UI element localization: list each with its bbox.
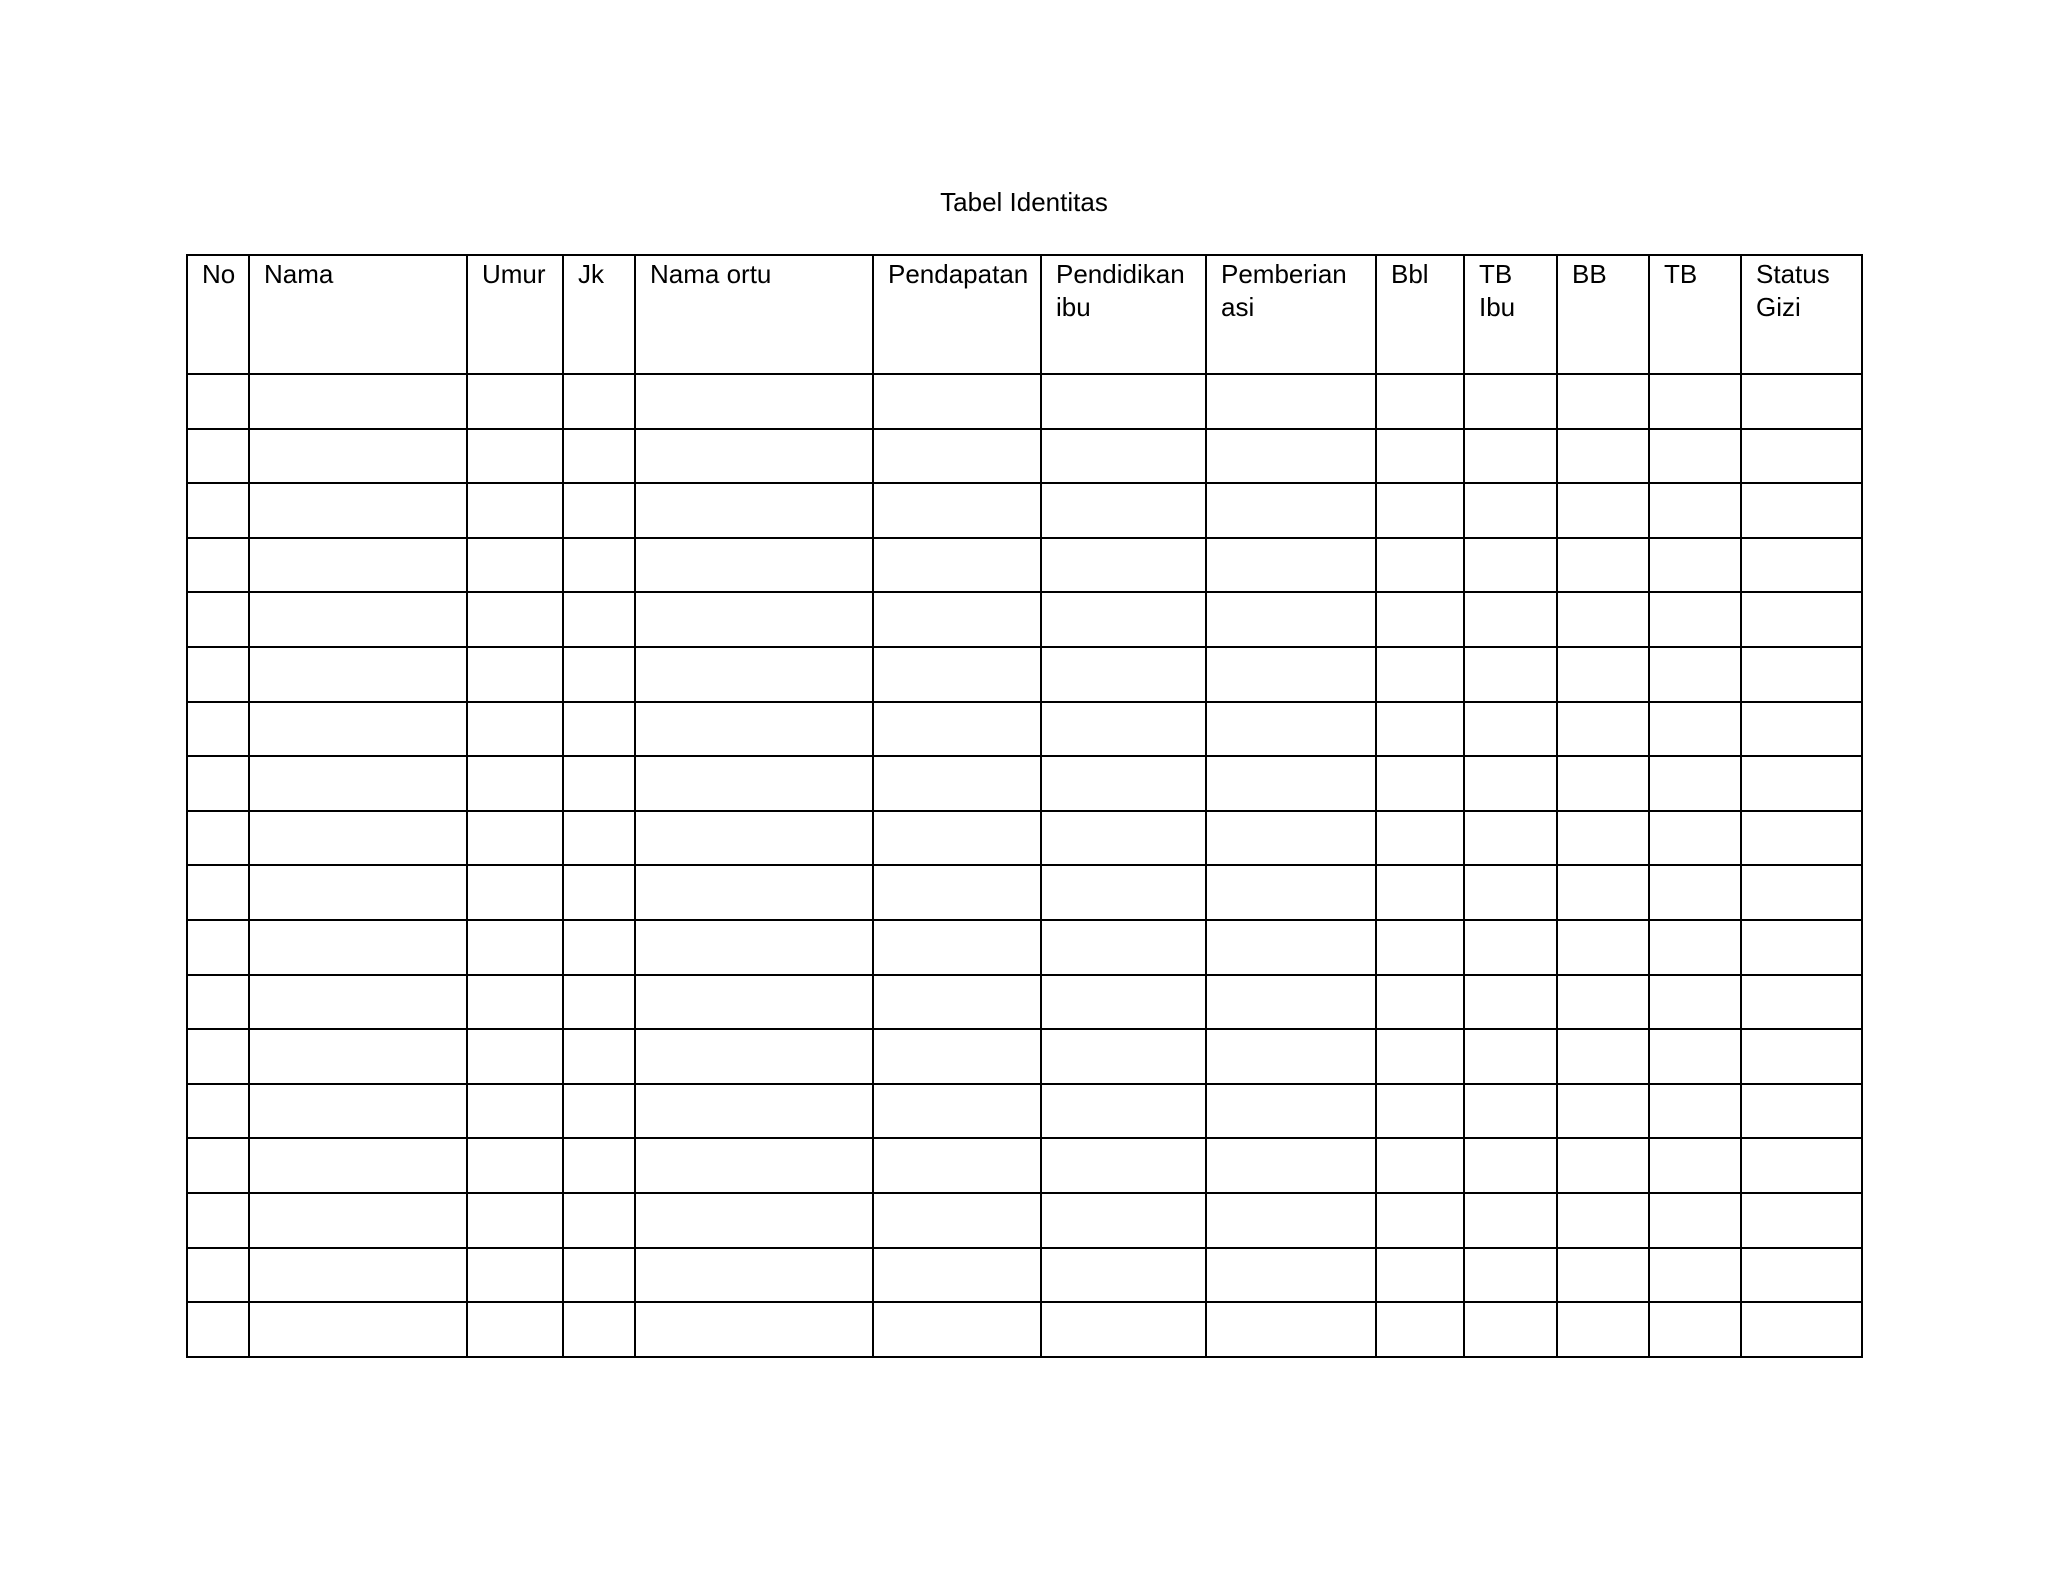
table-cell-nama-ortu	[635, 1084, 873, 1139]
table-cell-status-gizi	[1741, 811, 1862, 866]
table-cell-status-gizi	[1741, 975, 1862, 1030]
table-cell-nama	[249, 592, 467, 647]
table-cell-pendapatan	[873, 483, 1041, 538]
table-cell-pemberian-asi	[1206, 1029, 1376, 1084]
table-cell-pemberian-asi	[1206, 756, 1376, 811]
table-cell-umur	[467, 920, 563, 975]
table-cell-tb-ibu	[1464, 702, 1557, 757]
table-cell-no	[187, 483, 249, 538]
table-cell-nama	[249, 429, 467, 484]
table-cell-umur	[467, 811, 563, 866]
table-cell-pemberian-asi	[1206, 374, 1376, 429]
table-cell-nama-ortu	[635, 592, 873, 647]
table-cell-pendidikan-ibu	[1041, 756, 1206, 811]
table-cell-nama	[249, 374, 467, 429]
table-cell-status-gizi	[1741, 429, 1862, 484]
column-header-no: No	[187, 255, 249, 374]
table-cell-jk	[563, 1248, 635, 1303]
table-cell-nama	[249, 756, 467, 811]
table-cell-no	[187, 702, 249, 757]
table-cell-no	[187, 975, 249, 1030]
table-cell-status-gizi	[1741, 702, 1862, 757]
table-cell-jk	[563, 538, 635, 593]
table-cell-pendidikan-ibu	[1041, 1302, 1206, 1357]
table-cell-pendidikan-ibu	[1041, 865, 1206, 920]
table-cell-umur	[467, 975, 563, 1030]
table-cell-tb-ibu	[1464, 1029, 1557, 1084]
table-cell-pendidikan-ibu	[1041, 1248, 1206, 1303]
table-cell-jk	[563, 429, 635, 484]
table-cell-tb-ibu	[1464, 975, 1557, 1030]
table-cell-tb	[1649, 1084, 1741, 1139]
table-row	[187, 592, 1862, 647]
table-cell-pendidikan-ibu	[1041, 483, 1206, 538]
table-row	[187, 865, 1862, 920]
table-cell-bbl	[1376, 975, 1464, 1030]
table-cell-bbl	[1376, 756, 1464, 811]
table-cell-bb	[1557, 920, 1649, 975]
table-cell-nama	[249, 1248, 467, 1303]
table-header-row	[187, 255, 1862, 374]
table-cell-pendapatan	[873, 1248, 1041, 1303]
table-cell-nama	[249, 865, 467, 920]
table-cell-bb	[1557, 429, 1649, 484]
table-cell-umur	[467, 1138, 563, 1193]
table-cell-bb	[1557, 592, 1649, 647]
table-cell-jk	[563, 647, 635, 702]
table-cell-jk	[563, 1138, 635, 1193]
table-cell-bb	[1557, 1302, 1649, 1357]
table-cell-tb	[1649, 1302, 1741, 1357]
table-cell-status-gizi	[1741, 1193, 1862, 1248]
table-cell-umur	[467, 702, 563, 757]
table-cell-umur	[467, 647, 563, 702]
table-cell-tb	[1649, 483, 1741, 538]
table-cell-pendidikan-ibu	[1041, 538, 1206, 593]
table-cell-tb-ibu	[1464, 429, 1557, 484]
table-cell-tb-ibu	[1464, 1302, 1557, 1357]
table-cell-tb	[1649, 374, 1741, 429]
table-cell-pendapatan	[873, 975, 1041, 1030]
table-cell-tb	[1649, 811, 1741, 866]
table-cell-no	[187, 811, 249, 866]
table-cell-status-gizi	[1741, 374, 1862, 429]
table-cell-bb	[1557, 1084, 1649, 1139]
table-row	[187, 1248, 1862, 1303]
column-header-bbl: Bbl	[1376, 255, 1464, 374]
table-cell-pemberian-asi	[1206, 865, 1376, 920]
table-cell-bb	[1557, 1029, 1649, 1084]
table-cell-bbl	[1376, 592, 1464, 647]
table-cell-pemberian-asi	[1206, 975, 1376, 1030]
table-cell-umur	[467, 756, 563, 811]
table-cell-jk	[563, 483, 635, 538]
table-cell-pendidikan-ibu	[1041, 374, 1206, 429]
table-cell-tb-ibu	[1464, 1084, 1557, 1139]
table-cell-status-gizi	[1741, 920, 1862, 975]
table-cell-nama-ortu	[635, 702, 873, 757]
table-cell-no	[187, 756, 249, 811]
table-cell-umur	[467, 1248, 563, 1303]
table-cell-no	[187, 429, 249, 484]
table-cell-bb	[1557, 538, 1649, 593]
table-cell-pendapatan	[873, 1084, 1041, 1139]
table-cell-jk	[563, 1084, 635, 1139]
table-cell-bbl	[1376, 865, 1464, 920]
table-cell-tb	[1649, 702, 1741, 757]
table-cell-tb	[1649, 1029, 1741, 1084]
table-row	[187, 920, 1862, 975]
table-row	[187, 538, 1862, 593]
table-cell-pendidikan-ibu	[1041, 1029, 1206, 1084]
table-row	[187, 1084, 1862, 1139]
table-cell-tb	[1649, 920, 1741, 975]
column-header-tb: TB	[1649, 255, 1741, 374]
table-cell-tb-ibu	[1464, 538, 1557, 593]
table-cell-nama-ortu	[635, 1193, 873, 1248]
table-cell-umur	[467, 483, 563, 538]
table-cell-pemberian-asi	[1206, 920, 1376, 975]
table-cell-no	[187, 647, 249, 702]
table-cell-bb	[1557, 647, 1649, 702]
table-cell-tb-ibu	[1464, 483, 1557, 538]
table-cell-nama-ortu	[635, 483, 873, 538]
table-cell-jk	[563, 592, 635, 647]
table-cell-bbl	[1376, 429, 1464, 484]
table-cell-bbl	[1376, 1029, 1464, 1084]
table-cell-pendidikan-ibu	[1041, 647, 1206, 702]
table-cell-bb	[1557, 811, 1649, 866]
table-cell-no	[187, 1138, 249, 1193]
table-cell-status-gizi	[1741, 1248, 1862, 1303]
table-row	[187, 429, 1862, 484]
table-row	[187, 1302, 1862, 1357]
table-cell-nama-ortu	[635, 920, 873, 975]
table-cell-tb-ibu	[1464, 756, 1557, 811]
table-cell-bb	[1557, 374, 1649, 429]
table-cell-pemberian-asi	[1206, 647, 1376, 702]
table-cell-tb-ibu	[1464, 592, 1557, 647]
table-cell-bb	[1557, 1138, 1649, 1193]
table-cell-bbl	[1376, 538, 1464, 593]
table-cell-status-gizi	[1741, 483, 1862, 538]
identity-table	[186, 254, 1863, 1358]
table-cell-pemberian-asi	[1206, 1193, 1376, 1248]
table-cell-no	[187, 1302, 249, 1357]
table-body	[187, 374, 1862, 1357]
table-row	[187, 374, 1862, 429]
table-cell-nama	[249, 811, 467, 866]
table-cell-pendapatan	[873, 1193, 1041, 1248]
table-cell-no	[187, 1084, 249, 1139]
table-cell-tb	[1649, 1138, 1741, 1193]
table-cell-nama-ortu	[635, 865, 873, 920]
table-cell-pendapatan	[873, 865, 1041, 920]
table-cell-umur	[467, 1029, 563, 1084]
table-cell-jk	[563, 811, 635, 866]
table-cell-pendidikan-ibu	[1041, 1084, 1206, 1139]
table-row	[187, 702, 1862, 757]
table-cell-bbl	[1376, 1248, 1464, 1303]
table-cell-umur	[467, 592, 563, 647]
table-cell-pendapatan	[873, 592, 1041, 647]
table-cell-nama-ortu	[635, 1138, 873, 1193]
table-cell-pendidikan-ibu	[1041, 920, 1206, 975]
table-cell-no	[187, 1193, 249, 1248]
table-cell-nama	[249, 920, 467, 975]
table-row	[187, 483, 1862, 538]
table-row	[187, 756, 1862, 811]
table-cell-jk	[563, 1302, 635, 1357]
table-cell-status-gizi	[1741, 1138, 1862, 1193]
table-cell-no	[187, 920, 249, 975]
table-cell-status-gizi	[1741, 1302, 1862, 1357]
table-cell-status-gizi	[1741, 647, 1862, 702]
column-header-bb: BB	[1557, 255, 1649, 374]
table-cell-pemberian-asi	[1206, 811, 1376, 866]
table-cell-tb-ibu	[1464, 647, 1557, 702]
column-header-status-gizi: Status Gizi	[1741, 255, 1862, 374]
table-cell-pemberian-asi	[1206, 429, 1376, 484]
table-cell-bb	[1557, 865, 1649, 920]
column-header-jk: Jk	[563, 255, 635, 374]
table-cell-no	[187, 374, 249, 429]
table-cell-tb-ibu	[1464, 1193, 1557, 1248]
table-cell-pemberian-asi	[1206, 1248, 1376, 1303]
table-cell-tb-ibu	[1464, 920, 1557, 975]
table-cell-nama	[249, 1302, 467, 1357]
table-cell-umur	[467, 1084, 563, 1139]
table-cell-tb	[1649, 538, 1741, 593]
table-row	[187, 975, 1862, 1030]
column-header-nama-ortu: Nama ortu	[635, 255, 873, 374]
column-header-pendidikan-ibu: Pendidikan ibu	[1041, 255, 1206, 374]
table-cell-tb	[1649, 1193, 1741, 1248]
table-cell-pendidikan-ibu	[1041, 811, 1206, 866]
table-cell-pendapatan	[873, 1302, 1041, 1357]
table-cell-nama-ortu	[635, 647, 873, 702]
table-cell-bb	[1557, 1193, 1649, 1248]
table-cell-no	[187, 865, 249, 920]
table-cell-pendapatan	[873, 538, 1041, 593]
table-cell-umur	[467, 538, 563, 593]
table-cell-tb	[1649, 429, 1741, 484]
table-cell-bbl	[1376, 702, 1464, 757]
table-cell-pemberian-asi	[1206, 702, 1376, 757]
table-cell-nama-ortu	[635, 374, 873, 429]
table-cell-umur	[467, 1302, 563, 1357]
table-cell-nama-ortu	[635, 756, 873, 811]
table-cell-pendapatan	[873, 811, 1041, 866]
table-cell-nama-ortu	[635, 429, 873, 484]
table-cell-pemberian-asi	[1206, 1084, 1376, 1139]
column-header-nama: Nama	[249, 255, 467, 374]
table-row	[187, 1029, 1862, 1084]
table-cell-pendapatan	[873, 920, 1041, 975]
table-cell-nama	[249, 1029, 467, 1084]
table-cell-bb	[1557, 975, 1649, 1030]
table-cell-pendidikan-ibu	[1041, 1193, 1206, 1248]
table-cell-bb	[1557, 1248, 1649, 1303]
table-cell-no	[187, 1029, 249, 1084]
table-cell-nama-ortu	[635, 1302, 873, 1357]
table-cell-tb-ibu	[1464, 865, 1557, 920]
table-row	[187, 1193, 1862, 1248]
table-cell-bbl	[1376, 1084, 1464, 1139]
table-cell-status-gizi	[1741, 592, 1862, 647]
table-row	[187, 647, 1862, 702]
table-cell-nama	[249, 1084, 467, 1139]
table-cell-pendidikan-ibu	[1041, 975, 1206, 1030]
table-cell-pemberian-asi	[1206, 483, 1376, 538]
table-cell-pendidikan-ibu	[1041, 1138, 1206, 1193]
table-cell-jk	[563, 756, 635, 811]
table-cell-jk	[563, 374, 635, 429]
table-cell-tb-ibu	[1464, 1138, 1557, 1193]
table-cell-nama-ortu	[635, 1029, 873, 1084]
table-cell-pendapatan	[873, 1029, 1041, 1084]
table-cell-nama	[249, 702, 467, 757]
table-cell-umur	[467, 1193, 563, 1248]
table-cell-tb	[1649, 975, 1741, 1030]
table-cell-tb	[1649, 1248, 1741, 1303]
table-cell-nama-ortu	[635, 538, 873, 593]
table-cell-bbl	[1376, 374, 1464, 429]
table-cell-tb	[1649, 647, 1741, 702]
table-cell-pendidikan-ibu	[1041, 429, 1206, 484]
table-cell-status-gizi	[1741, 538, 1862, 593]
table-title: Tabel Identitas	[940, 187, 1108, 217]
column-header-umur: Umur	[467, 255, 563, 374]
table-cell-jk	[563, 1193, 635, 1248]
table-cell-pendapatan	[873, 647, 1041, 702]
column-header-pendapatan: Pendapatan	[873, 255, 1041, 374]
table-cell-pemberian-asi	[1206, 1302, 1376, 1357]
table-cell-pendapatan	[873, 374, 1041, 429]
table-cell-tb	[1649, 756, 1741, 811]
table-cell-pemberian-asi	[1206, 1138, 1376, 1193]
table-cell-status-gizi	[1741, 756, 1862, 811]
table-cell-no	[187, 1248, 249, 1303]
table-cell-nama-ortu	[635, 1248, 873, 1303]
table-cell-bbl	[1376, 647, 1464, 702]
table-cell-bbl	[1376, 1302, 1464, 1357]
table-cell-jk	[563, 702, 635, 757]
table-cell-no	[187, 592, 249, 647]
table-cell-pendidikan-ibu	[1041, 702, 1206, 757]
table-cell-status-gizi	[1741, 865, 1862, 920]
table-row	[187, 1138, 1862, 1193]
table-cell-tb-ibu	[1464, 374, 1557, 429]
table-cell-pendapatan	[873, 756, 1041, 811]
table-cell-bbl	[1376, 1193, 1464, 1248]
table-row	[187, 811, 1862, 866]
table-cell-bbl	[1376, 811, 1464, 866]
table-cell-pendidikan-ibu	[1041, 592, 1206, 647]
table-cell-nama	[249, 975, 467, 1030]
table-cell-bbl	[1376, 1138, 1464, 1193]
table-cell-umur	[467, 865, 563, 920]
table-cell-bbl	[1376, 483, 1464, 538]
table-cell-nama	[249, 1193, 467, 1248]
table-cell-bb	[1557, 483, 1649, 538]
table-cell-tb	[1649, 592, 1741, 647]
table-cell-bb	[1557, 702, 1649, 757]
table-cell-jk	[563, 865, 635, 920]
table-cell-jk	[563, 1029, 635, 1084]
table-cell-tb-ibu	[1464, 1248, 1557, 1303]
table-cell-jk	[563, 975, 635, 1030]
table-cell-status-gizi	[1741, 1029, 1862, 1084]
table-cell-nama	[249, 538, 467, 593]
table-cell-tb	[1649, 865, 1741, 920]
table-cell-umur	[467, 374, 563, 429]
table-cell-no	[187, 538, 249, 593]
table-cell-pendapatan	[873, 1138, 1041, 1193]
table-cell-nama-ortu	[635, 811, 873, 866]
table-cell-pendapatan	[873, 429, 1041, 484]
table-cell-nama	[249, 483, 467, 538]
table-cell-pemberian-asi	[1206, 538, 1376, 593]
table-cell-nama	[249, 647, 467, 702]
table-cell-tb-ibu	[1464, 811, 1557, 866]
table-cell-nama-ortu	[635, 975, 873, 1030]
column-header-tb-ibu: TB Ibu	[1464, 255, 1557, 374]
table-cell-bb	[1557, 756, 1649, 811]
table-cell-umur	[467, 429, 563, 484]
table-cell-bbl	[1376, 920, 1464, 975]
table-cell-pemberian-asi	[1206, 592, 1376, 647]
table-cell-pendapatan	[873, 702, 1041, 757]
table-cell-nama	[249, 1138, 467, 1193]
column-header-pemberian-asi: Pemberian asi	[1206, 255, 1376, 374]
table-cell-jk	[563, 920, 635, 975]
table-cell-status-gizi	[1741, 1084, 1862, 1139]
